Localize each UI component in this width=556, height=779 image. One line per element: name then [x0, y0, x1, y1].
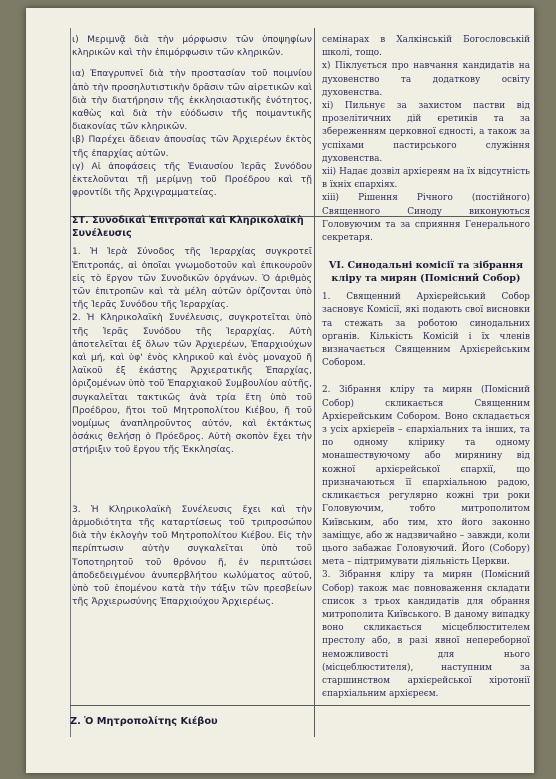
ukrainian-item-cont: семінарах в Халкінській Богословській школі, тощо. — [322, 35, 530, 59]
ukrainian-section-title: VI. Синодальні комісії та зібрання кліру та мирян (Помісний Собор) — [328, 260, 524, 285]
column-divider — [314, 28, 315, 737]
ukrainian-item-xiii: хііі) Рішення Річного (постійного) Священного Синоду виконуються Головуючим та за сприяння Генерального секретаря. — [322, 193, 530, 244]
ukrainian-paragraph-1: 1. Священний Архієрейський Собор засновує Комісії, які подають свої висновки та стежать за роботою синодальних органів. Кількість Комісій і їх членів визначається Священним Архієрейським Собором. — [322, 292, 530, 369]
greek-paragraph-3: 3. Ἡ Κληρικολαϊκὴ Συνέλευσις ἔχει καὶ τὴν ἁρμοδιότητα τῆς καταρτίσεως τοῦ τριπροσώπου διὰ τὴν ἐκλογὴν τοῦ Μητροπολίτου Κιέβου. Εἰς τὴν περίπτωσιν αὐτὴν συγκαλεῖται ὑπὸ τοῦ Τοποτηρητοῦ τοῦ θρόνου ἤ, ἐν περιπτώσει ἀποδεδειγμένου ἀνυπερβλήτου κωλύματος αὐτοῦ, ὑπὸ τοῦ ἑπομένου κατὰ τὴν τάξιν τῶν πρεσβείων τῆς Ἀρχιερωσύνης Ἐπαρχιούχου Ἀρχιερέως. — [72, 504, 312, 608]
ukrainian-paragraph-2: 2. Зібрання кліру та мирян (Помісний Собор) скликається Священним Архієрейським Собором. Воно складається з усіх архієреїв – єпархіальних та інших, та по одному клірику та одному монашествуючому або мирянину від кожної архієрейської єпархії, що призначаються її єпархіальною радою, скликається регулярно кожні три роки Головуючим, тобто митрополитом Київським, або тим, хто його законно заміщує, або ж надзвичайно – завжди, коли цього забажає Головуючий. Його (Собору) мета – підтримувати діяльність Церкви. — [322, 385, 530, 568]
ukrainian-item-xii: хіі) Надає дозвіл архієреям на їх відсутність в їхніх єпархіях. — [322, 167, 530, 191]
ukrainian-item-xi: хі) Пильнує за захистом пастви від прозелітичних дій єретиків та за збереженням церковної єдності, а також за успіхами пастирського служіння духовенства. — [322, 101, 530, 164]
greek-item-ib: ιβ) Παρέχει ἄδειαν ἀπουσίας τῶν Ἀρχιερέων ἐκτὸς τῆς ἐπαρχίας αὐτῶν. — [72, 135, 312, 159]
ukrainian-paragraph-3: 3. Зібрання кліру та мирян (Помісний Собор) також має повноваження складати список з трьох кандидатів для обрання митрополита Київського. В даному випадку воно скликається місцеблюстителем престолу або, в разі явної непереборної неможливості для нього (місцеблюстителя), наступним за старшинством архієрейської хіротонії єпархіальним архієреєм. — [322, 570, 530, 700]
greek-item-ig: ιγ) Αἱ ἀποφάσεις τῆς Ἐνιαυσίου Ἱερᾶς Συνόδου ἐκτελοῦνται τῇ μερίμνῃ τοῦ Προέδρου καὶ τῇ φροντίδι τῆς Ἀρχιγραμματείας. — [72, 161, 312, 199]
table-left-border — [70, 28, 71, 737]
greek-item-ia: ια) Ἐπαγρυπνεῖ διὰ τὴν προστασίαν τοῦ ποιμνίου ἀπὸ τὴν προσηλυτιστικὴν δρᾶσιν τῶν αἱρετικῶν καὶ διὰ τὴν διατήρησιν τῆς ἐκκλησιαστικῆς ἑνότητος, καθὼς καὶ διὰ τὴν εὐόδωσιν τῆς ποιμαντικῆς διακονίας τῶν κληρικῶν. — [72, 69, 312, 133]
greek-paragraph-2: 2. Ἡ Κληρικολαϊκὴ Συνέλευσις, συγκροτεῖται ὑπὸ τῆς Ἱερᾶς Συνόδου τῆς Ἱεραρχίας. Αὐτὴ ἀποτελεῖται ἐξ ὅλων τῶν Ἀρχιερέων, Ἐπαρχιούχων καὶ μή, καὶ ὑφ' ἑνὸς κληρικοῦ καὶ ἑνὸς μοναχοῦ ἤ λαϊκοῦ ἐξ ἑκάστης Ἀρχιερατικῆς Ἐπαρχίας, ὁριζομένων ὑπὸ τοῦ Ἐπαρχιακοῦ Συμβουλίου αὐτῆς, συγκαλεῖται τακτικῶς ἀνὰ τρία ἔτη ὑπὸ τοῦ Προέδρου, ἤτοι τοῦ Μητροπολίτου Κιέβου, ἤ τοῦ νομίμως ἀναπληροῦντος αὐτόν, καὶ ἐκτάκτως ὁσάκις θελήσῃ ὁ Πρόεδρος. Αὐτὴ σκοπὸν ἔχει τὴν στήριξιν τοῦ ἔργου τῆς Ἐκκλησίας. — [72, 313, 312, 456]
greek-footer-title: Ζ. Ὁ Μητροπολίτης Κιέβου — [70, 716, 218, 727]
ukrainian-item-x: х) Піклується про навчання кандидатів на духовенство та додаткову освіту духовенства. — [322, 61, 530, 98]
ukrainian-column — [322, 34, 530, 733]
greek-section-title: ΣΤ. Συνοδικαὶ Ἐπιτροπαὶ καὶ Κληρικολαϊκὴ Συνέλευσις — [72, 215, 304, 240]
greek-item-i: ι) Μεριμνᾷ διὰ τὴν μόρφωσιν τῶν ὑποψηφίων κληρικῶν καὶ τὴν ἐπιμόρφωσιν τῶν κληρικῶν. — [72, 35, 312, 59]
document-page — [26, 8, 534, 773]
greek-column — [72, 34, 312, 733]
greek-paragraph-1: 1. Ἡ Ἱερὰ Σύνοδος τῆς Ἱεραρχίας συγκροτεῖ Ἐπιτροπάς, αἱ ὁποῖαι γνωμοδοτοῦν καὶ ἐπικουροῦν εἰς τὸ ἔργον τῶν Συνοδικῶν ὀργάνων. Ὁ ἀριθμὸς τῶν ἐπιτροπῶν καὶ τὰ μέλη αὐτῶν ὁρίζονται ὑπὸ τῆς Ἱερᾶς Συνόδου τῆς Ἱεραρχίας. — [72, 247, 312, 311]
